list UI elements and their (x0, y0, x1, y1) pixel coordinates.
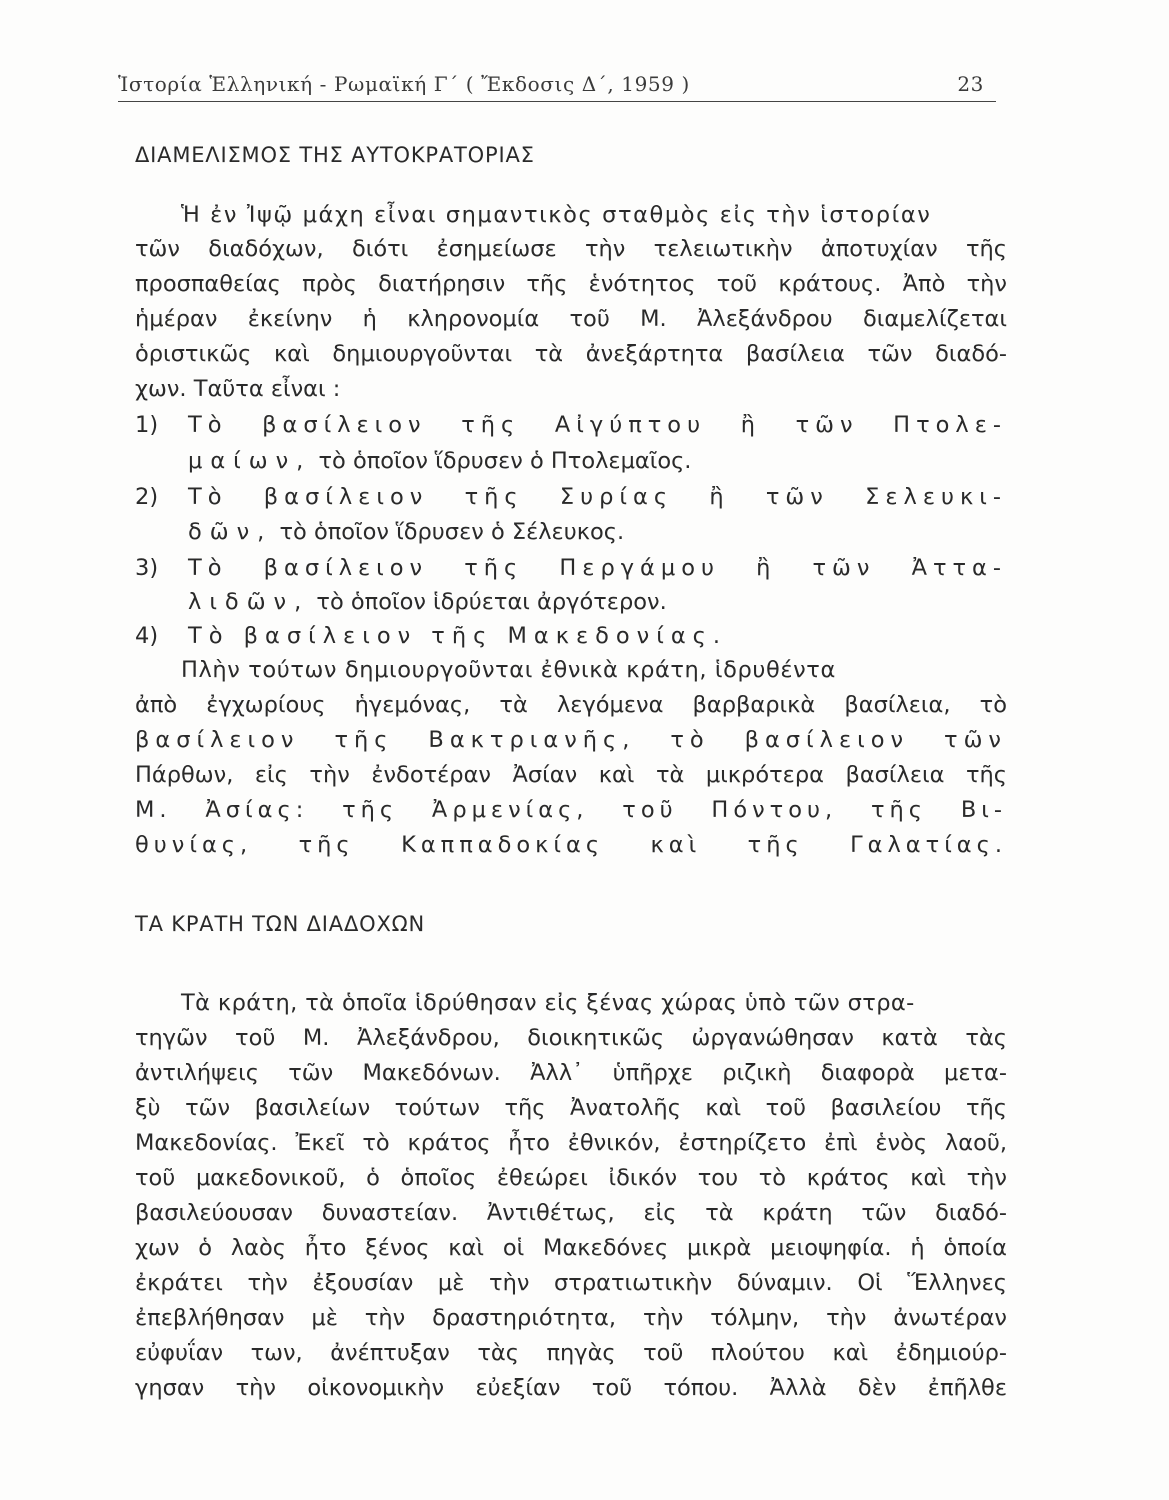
list-item-rest: τὸ ὁποῖον ἱδρύεται ἀργότερον. (309, 589, 667, 615)
list-number: 2) (135, 484, 159, 510)
running-header (118, 72, 994, 102)
paragraph-line: ἀντιλήψεις τῶν Μακεδόνων. Ἀλλ᾽ ὑπῆρχε ριζικὴ διαφορὰ μετα- (135, 1060, 1007, 1086)
list-item-line: Τὸ βασίλειον τῆς Περγάμου ἢ τῶν Ἀττα- (188, 555, 1007, 581)
list-item-line (188, 446, 691, 476)
paragraph-line: βασιλεύουσαν δυναστείαν. Ἀντιθέτως, εἰς τὰ κράτη τῶν διαδό- (135, 1200, 1007, 1226)
paragraph-line: ὁριστικῶς καὶ δημιουργοῦνται τὰ ἀνεξάρτητα βασίλεια τῶν διαδό- (135, 341, 1007, 367)
list-number: 3) (135, 555, 159, 581)
paragraph-line: χων. Ταῦτα εἶναι : (135, 376, 341, 402)
header-rule (118, 101, 996, 102)
paragraph-line: τηγῶν τοῦ Μ. Ἀλεξάνδρου, διοικητικῶς ὠργανώθησαν κατὰ τὰς (135, 1025, 1007, 1051)
paragraph-line: εὐφυΐαν των, ἀνέπτυξαν τὰς πηγὰς τοῦ πλούτου καὶ ἐδημιούρ- (135, 1340, 1007, 1366)
paragraph-line: προσπαθείας πρὸς διατήρησιν τῆς ἑνότητος τοῦ κράτους. Ἀπὸ τὴν (135, 271, 1007, 297)
page-number: 23 (957, 72, 984, 96)
list-item-line: Τὸ βασίλειον τῆς Μακεδονίας. (188, 623, 728, 649)
running-title: Ἱστορία Ἑλληνική - Ρωμαϊκή Γ΄ ( Ἔκδοσις Δ΄, 1959 ) (118, 72, 690, 96)
list-item-name: μαίων, (188, 448, 312, 474)
paragraph-line: τοῦ μακεδονικοῦ, ὁ ὁποῖος ἐθεώρει ἰδικόν του τὸ κράτος καὶ τὴν (135, 1165, 1007, 1191)
list-item-name: λιδῶν, (188, 589, 310, 615)
paragraph-line: Ἡ ἐν Ἰψῷ μάχη εἶναι σημαντικὸς σταθμὸς εἰς τὴν ἱστορίαν (181, 202, 932, 228)
list-item-name: δῶν, (188, 519, 273, 545)
section-heading-dismemberment: ΔΙΑΜΕΛΙΣΜΟΣ ΤΗΣ ΑΥΤΟΚΡΑΤΟΡΙΑΣ (135, 143, 535, 167)
paragraph-line: ἐπεβλήθησαν μὲ τὴν δραστηριότητα, τὴν τόλμην, τὴν ἀνωτέραν (135, 1305, 1007, 1331)
paragraph-line: βασίλειον τῆς Βακτριανῆς, τὸ βασίλειον τῶν (135, 727, 1007, 753)
list-item-line (188, 517, 624, 547)
list-item-line (188, 587, 667, 617)
paragraph-line: Πλὴν τούτων δημιουργοῦνται ἐθνικὰ κράτη, ἱδρυθέντα (181, 657, 836, 683)
paragraph-line: ἀπὸ ἐγχωρίους ἡγεμόνας, τὰ λεγόμενα βαρβαρικὰ βασίλεια, τὸ (135, 692, 1007, 718)
list-item-line: Τὸ βασίλειον τῆς Αἰγύπτου ἢ τῶν Πτολε- (188, 412, 1007, 438)
paragraph-line: Τὰ κράτη, τὰ ὁποῖα ἱδρύθησαν εἰς ξένας χώρας ὑπὸ τῶν στρα- (181, 990, 915, 1016)
paragraph-line: θυνίας, τῆς Καππαδοκίας καὶ τῆς Γαλατίας. (135, 832, 1007, 858)
paragraph-line: Μ. Ἀσίας: τῆς Ἀρμενίας, τοῦ Πόντου, τῆς Βι- (135, 797, 1007, 823)
list-item-line: Τὸ βασίλειον τῆς Συρίας ἢ τῶν Σελευκι- (188, 484, 1007, 510)
paragraph-line: ἐκράτει τὴν ἐξουσίαν μὲ τὴν στρατιωτικὴν δύναμιν. Οἱ Ἕλληνες (135, 1270, 1007, 1296)
paragraph-line: Μακεδονίας. Ἐκεῖ τὸ κράτος ἦτο ἐθνικόν, ἐστηρίζετο ἐπὶ ἑνὸς λαοῦ, (135, 1130, 1007, 1156)
section-heading-successor-states: ΤΑ ΚΡΑΤΗ ΤΩΝ ΔΙΑΔΟΧΩΝ (135, 912, 425, 936)
list-item-rest: τὸ ὁποῖον ἵδρυσεν ὁ Σέλευκος. (272, 519, 625, 545)
paragraph-line: ξὺ τῶν βασιλείων τούτων τῆς Ἀνατολῆς καὶ τοῦ βασιλείου τῆς (135, 1095, 1007, 1121)
list-number: 1) (135, 412, 159, 438)
paragraph-line: Πάρθων, εἰς τὴν ἐνδοτέραν Ἀσίαν καὶ τὰ μικρότερα βασίλεια τῆς (135, 762, 1007, 788)
paragraph-line: τῶν διαδόχων, διότι ἐσημείωσε τὴν τελειωτικὴν ἀποτυχίαν τῆς (135, 236, 1007, 262)
list-item-rest: τὸ ὁποῖον ἵδρυσεν ὁ Πτολεμαῖος. (311, 448, 692, 474)
paragraph-line: γησαν τὴν οἰκονομικὴν εὐεξίαν τοῦ τόπου. Ἀλλὰ δὲν ἐπῆλθε (135, 1375, 1007, 1401)
paragraph-line: ἡμέραν ἐκείνην ἡ κληρονομία τοῦ Μ. Ἀλεξάνδρου διαμελίζεται (135, 306, 1007, 332)
list-number: 4) (135, 623, 159, 649)
paragraph-line: χων ὁ λαὸς ἦτο ξένος καὶ οἱ Μακεδόνες μικρὰ μειοψηφία. ἡ ὁποία (135, 1235, 1007, 1261)
